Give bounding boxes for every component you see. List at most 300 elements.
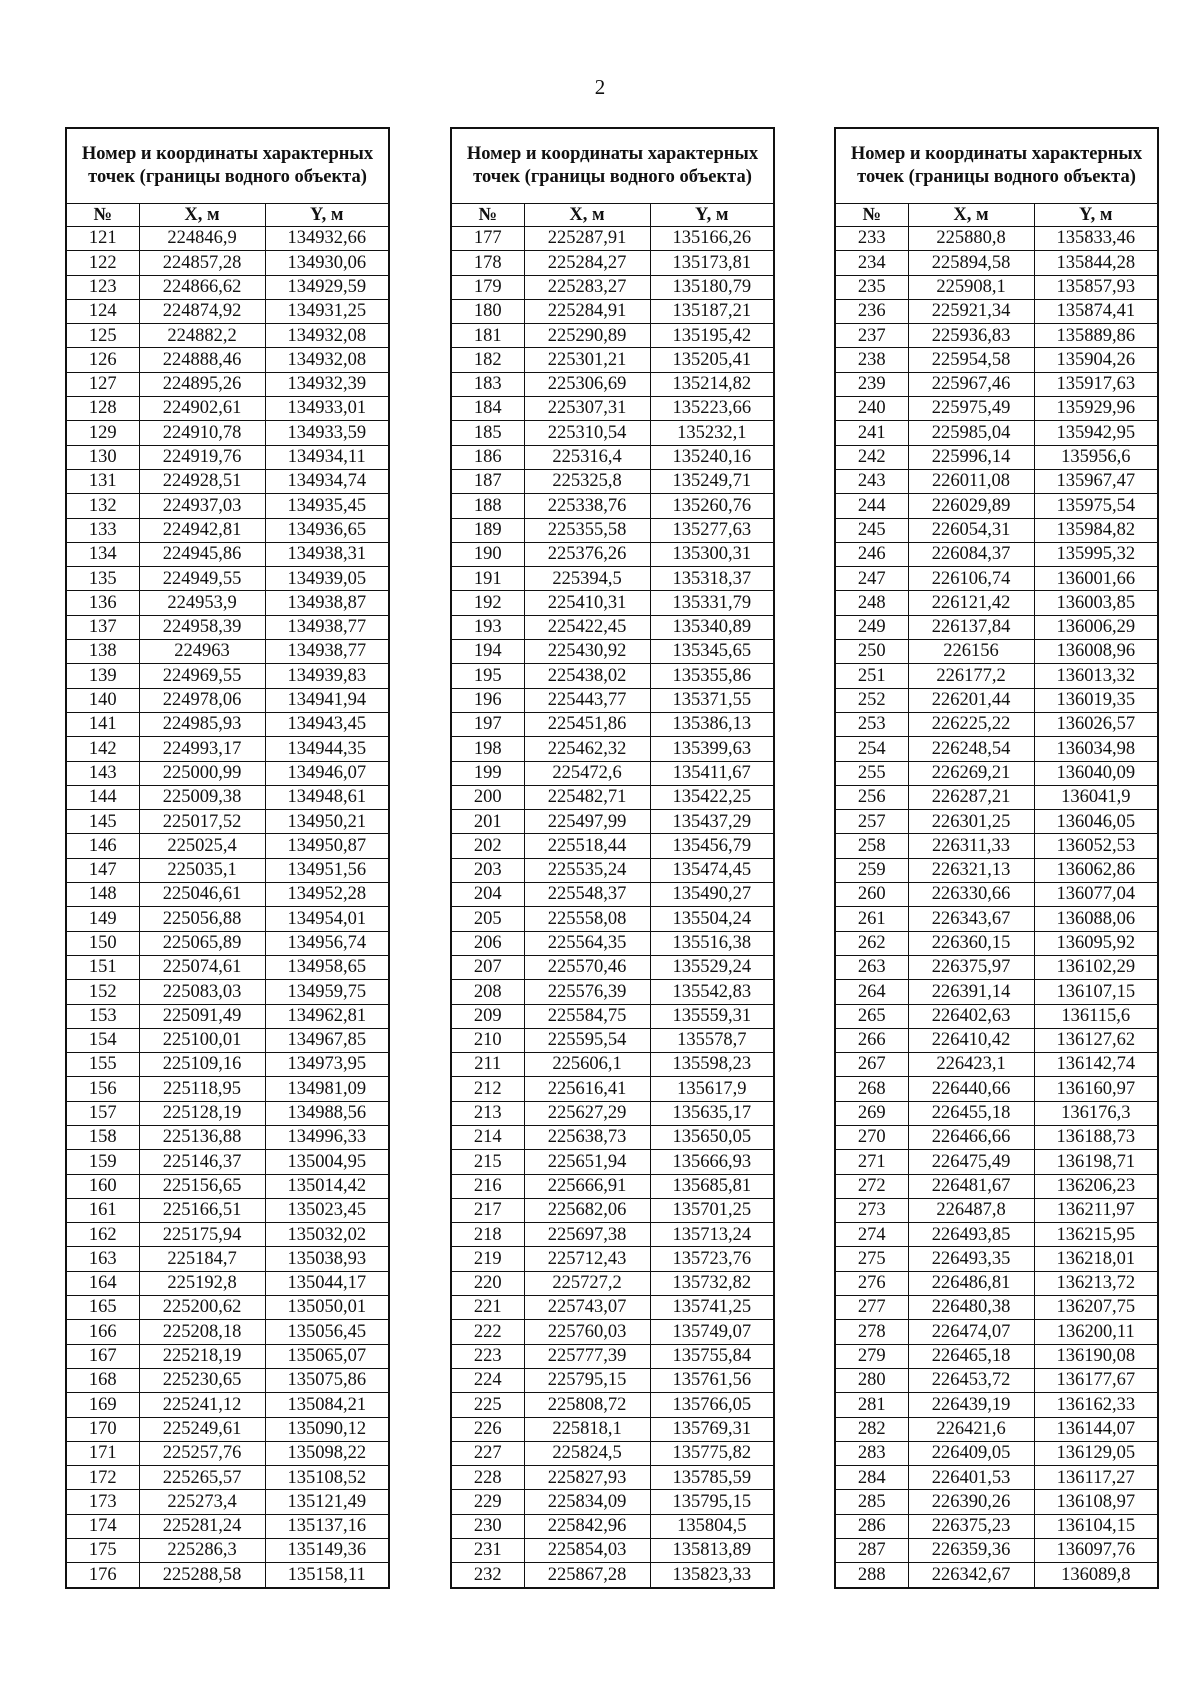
y-coordinate: 135065,07 [265,1344,389,1368]
table-row [451,1441,774,1465]
point-number: 156 [66,1077,139,1101]
y-coordinate: 134932,08 [265,324,389,348]
point-number: 182 [451,348,524,372]
x-coordinate: 226360,15 [908,931,1034,955]
table-row [451,810,774,834]
y-coordinate: 135823,33 [650,1563,774,1588]
x-coordinate: 225570,46 [524,955,650,979]
y-coordinate: 136206,23 [1034,1174,1158,1198]
y-coordinate: 135038,93 [265,1247,389,1271]
x-coordinate: 225854,03 [524,1539,650,1563]
x-coordinate: 225606,1 [524,1053,650,1077]
point-number: 279 [835,1344,908,1368]
y-coordinate: 135121,49 [265,1490,389,1514]
x-coordinate: 225287,91 [524,227,650,251]
x-coordinate: 225472,6 [524,761,650,785]
point-number: 236 [835,299,908,323]
table-row [66,1514,389,1538]
x-coordinate: 225083,03 [139,980,265,1004]
x-coordinate: 226455,18 [908,1101,1034,1125]
table-row [66,324,389,348]
x-coordinate: 224895,26 [139,372,265,396]
table-row [451,1393,774,1417]
y-coordinate: 135158,11 [265,1563,389,1588]
y-coordinate: 136026,57 [1034,712,1158,736]
table-row [451,761,774,785]
table-row [66,907,389,931]
x-coordinate: 224919,76 [139,445,265,469]
x-coordinate: 225558,08 [524,907,650,931]
point-number: 278 [835,1320,908,1344]
x-coordinate: 225908,1 [908,275,1034,299]
x-coordinate: 225046,61 [139,883,265,907]
y-coordinate: 136127,62 [1034,1028,1158,1052]
x-coordinate: 225192,8 [139,1271,265,1295]
x-coordinate: 225009,38 [139,785,265,809]
x-coordinate: 225867,28 [524,1563,650,1588]
point-number: 162 [66,1223,139,1247]
x-coordinate: 225230,65 [139,1368,265,1392]
x-coordinate: 226465,18 [908,1344,1034,1368]
x-coordinate: 226248,54 [908,737,1034,761]
table-row [66,615,389,639]
table-row [66,1296,389,1320]
table-row [451,931,774,955]
x-coordinate: 226409,05 [908,1441,1034,1465]
point-number: 281 [835,1393,908,1417]
table-row [451,591,774,615]
point-number: 157 [66,1101,139,1125]
x-coordinate: 226440,66 [908,1077,1034,1101]
point-number: 203 [451,858,524,882]
y-coordinate: 134938,77 [265,640,389,664]
x-coordinate: 225595,54 [524,1028,650,1052]
y-coordinate: 134956,74 [265,931,389,955]
y-coordinate: 134954,01 [265,907,389,931]
point-number: 163 [66,1247,139,1271]
table-row [835,227,1158,251]
col-header-x: X, м [908,204,1034,227]
x-coordinate: 226121,42 [908,591,1034,615]
point-number: 184 [451,397,524,421]
y-coordinate: 134948,61 [265,785,389,809]
y-coordinate: 135578,7 [650,1028,774,1052]
point-number: 204 [451,883,524,907]
x-coordinate: 225025,4 [139,834,265,858]
y-coordinate: 135205,41 [650,348,774,372]
x-coordinate: 225535,24 [524,858,650,882]
table-row [66,834,389,858]
y-coordinate: 134962,81 [265,1004,389,1028]
table-row [66,1271,389,1295]
y-coordinate: 136013,32 [1034,664,1158,688]
x-coordinate: 225996,14 [908,445,1034,469]
x-coordinate: 225175,94 [139,1223,265,1247]
x-coordinate: 226390,26 [908,1490,1034,1514]
point-number: 229 [451,1490,524,1514]
y-coordinate: 135785,59 [650,1466,774,1490]
point-number: 243 [835,469,908,493]
point-number: 151 [66,955,139,979]
table-row [66,1101,389,1125]
x-coordinate: 224882,2 [139,324,265,348]
x-coordinate: 225290,89 [524,324,650,348]
y-coordinate: 134973,95 [265,1053,389,1077]
point-number: 166 [66,1320,139,1344]
x-coordinate: 225584,75 [524,1004,650,1028]
point-number: 273 [835,1198,908,1222]
x-coordinate: 225697,38 [524,1223,650,1247]
y-coordinate: 136104,15 [1034,1514,1158,1538]
point-number: 249 [835,615,908,639]
y-coordinate: 134933,01 [265,397,389,421]
point-number: 149 [66,907,139,931]
y-coordinate: 135723,76 [650,1247,774,1271]
point-number: 267 [835,1053,908,1077]
table-row [835,251,1158,275]
y-coordinate: 135804,5 [650,1514,774,1538]
y-coordinate: 134930,06 [265,251,389,275]
x-coordinate: 225894,58 [908,251,1034,275]
x-coordinate: 225208,18 [139,1320,265,1344]
table-row [451,1466,774,1490]
y-coordinate: 136095,92 [1034,931,1158,955]
x-coordinate: 224937,03 [139,494,265,518]
point-number: 239 [835,372,908,396]
y-coordinate: 135166,26 [650,227,774,251]
x-coordinate: 226343,67 [908,907,1034,931]
y-coordinate: 136034,98 [1034,737,1158,761]
point-number: 191 [451,567,524,591]
table-row [66,1174,389,1198]
y-coordinate: 135749,07 [650,1320,774,1344]
col-header-x: X, м [524,204,650,227]
point-number: 205 [451,907,524,931]
x-coordinate: 225284,27 [524,251,650,275]
point-number: 139 [66,664,139,688]
point-number: 214 [451,1125,524,1149]
table-row [835,615,1158,639]
page-number: 2 [594,75,606,99]
x-coordinate: 224942,81 [139,518,265,542]
table-row [451,494,774,518]
y-coordinate: 135180,79 [650,275,774,299]
y-coordinate: 134996,33 [265,1125,389,1149]
point-number: 231 [451,1539,524,1563]
table-row [835,664,1158,688]
table-row [835,737,1158,761]
table-row [835,931,1158,955]
point-number: 219 [451,1247,524,1271]
x-coordinate: 225146,37 [139,1150,265,1174]
y-coordinate: 136144,07 [1034,1417,1158,1441]
x-coordinate: 226225,22 [908,712,1034,736]
point-number: 130 [66,445,139,469]
x-coordinate: 226084,37 [908,542,1034,566]
x-coordinate: 225967,46 [908,372,1034,396]
x-coordinate: 225727,2 [524,1271,650,1295]
table-row [835,712,1158,736]
x-coordinate: 226475,49 [908,1150,1034,1174]
table-row [451,1004,774,1028]
x-coordinate: 226269,21 [908,761,1034,785]
table-caption: Номер и координаты характерных точек (границы водного объекта) [835,128,1158,204]
y-coordinate: 135917,63 [1034,372,1158,396]
point-number: 255 [835,761,908,785]
point-number: 242 [835,445,908,469]
table-row [66,421,389,445]
x-coordinate: 224953,9 [139,591,265,615]
table-row [451,1320,774,1344]
table-row [451,445,774,469]
point-number: 227 [451,1441,524,1465]
y-coordinate: 135984,82 [1034,518,1158,542]
x-coordinate: 225410,31 [524,591,650,615]
y-coordinate: 135685,81 [650,1174,774,1198]
x-coordinate: 226137,84 [908,615,1034,639]
x-coordinate: 226301,25 [908,810,1034,834]
x-coordinate: 225834,09 [524,1490,650,1514]
point-number: 125 [66,324,139,348]
point-number: 164 [66,1271,139,1295]
point-number: 261 [835,907,908,931]
point-number: 199 [451,761,524,785]
y-coordinate: 135004,95 [265,1150,389,1174]
y-coordinate: 135516,38 [650,931,774,955]
y-coordinate: 135761,56 [650,1368,774,1392]
y-coordinate: 134950,87 [265,834,389,858]
point-number: 228 [451,1466,524,1490]
x-coordinate: 225777,39 [524,1344,650,1368]
table-row [451,834,774,858]
table-row [451,1247,774,1271]
y-coordinate: 134988,56 [265,1101,389,1125]
point-number: 284 [835,1466,908,1490]
y-coordinate: 136046,05 [1034,810,1158,834]
point-number: 280 [835,1368,908,1392]
table-row [835,1441,1158,1465]
table-row [451,397,774,421]
table-row [451,1077,774,1101]
x-coordinate: 225307,31 [524,397,650,421]
table-row [835,372,1158,396]
point-number: 198 [451,737,524,761]
x-coordinate: 226311,33 [908,834,1034,858]
x-coordinate: 225065,89 [139,931,265,955]
coordinates-table-3 [834,127,1159,1589]
x-coordinate: 226342,67 [908,1563,1034,1588]
table-caption: Номер и координаты характерных точек (границы водного объекта) [66,128,389,204]
y-coordinate: 134935,45 [265,494,389,518]
y-coordinate: 135044,17 [265,1271,389,1295]
table-row [66,397,389,421]
point-number: 256 [835,785,908,809]
table-row [66,1247,389,1271]
point-number: 260 [835,883,908,907]
point-number: 176 [66,1563,139,1588]
table-row [66,542,389,566]
point-number: 131 [66,469,139,493]
y-coordinate: 134951,56 [265,858,389,882]
point-number: 232 [451,1563,524,1588]
point-number: 134 [66,542,139,566]
y-coordinate: 134936,65 [265,518,389,542]
point-number: 230 [451,1514,524,1538]
point-number: 126 [66,348,139,372]
point-number: 222 [451,1320,524,1344]
table-row [66,1004,389,1028]
point-number: 226 [451,1417,524,1441]
x-coordinate: 225548,37 [524,883,650,907]
point-number: 266 [835,1028,908,1052]
y-coordinate: 136006,29 [1034,615,1158,639]
y-coordinate: 134943,45 [265,712,389,736]
x-coordinate: 226330,66 [908,883,1034,907]
y-coordinate: 134958,65 [265,955,389,979]
x-coordinate: 226287,21 [908,785,1034,809]
x-coordinate: 226410,42 [908,1028,1034,1052]
point-number: 155 [66,1053,139,1077]
point-number: 223 [451,1344,524,1368]
y-coordinate: 136052,53 [1034,834,1158,858]
table-row [66,883,389,907]
y-coordinate: 135173,81 [650,251,774,275]
y-coordinate: 135813,89 [650,1539,774,1563]
x-coordinate: 224958,39 [139,615,265,639]
point-number: 275 [835,1247,908,1271]
x-coordinate: 225438,02 [524,664,650,688]
x-coordinate: 225682,06 [524,1198,650,1222]
x-coordinate: 225017,52 [139,810,265,834]
col-header-y: Y, м [1034,204,1158,227]
point-number: 225 [451,1393,524,1417]
table-row [835,980,1158,1004]
table-row [835,1490,1158,1514]
x-coordinate: 225818,1 [524,1417,650,1441]
table-row [835,1198,1158,1222]
point-number: 135 [66,567,139,591]
y-coordinate: 135666,93 [650,1150,774,1174]
x-coordinate: 224993,17 [139,737,265,761]
y-coordinate: 135713,24 [650,1223,774,1247]
table-row [835,469,1158,493]
table-row [451,883,774,907]
y-coordinate: 135775,82 [650,1441,774,1465]
x-coordinate: 225518,44 [524,834,650,858]
point-number: 287 [835,1539,908,1563]
y-coordinate: 136040,09 [1034,761,1158,785]
table-row [451,640,774,664]
y-coordinate: 136200,11 [1034,1320,1158,1344]
point-number: 194 [451,640,524,664]
table-row [66,785,389,809]
y-coordinate: 135345,65 [650,640,774,664]
table-row [835,1320,1158,1344]
x-coordinate: 225056,88 [139,907,265,931]
x-coordinate: 226480,38 [908,1296,1034,1320]
x-coordinate: 226177,2 [908,664,1034,688]
table-row [66,1368,389,1392]
x-coordinate: 225283,27 [524,275,650,299]
x-coordinate: 225394,5 [524,567,650,591]
table-row [451,348,774,372]
y-coordinate: 135741,25 [650,1296,774,1320]
y-coordinate: 134938,87 [265,591,389,615]
y-coordinate: 136213,72 [1034,1271,1158,1295]
point-number: 154 [66,1028,139,1052]
y-coordinate: 136089,8 [1034,1563,1158,1588]
x-coordinate: 225109,16 [139,1053,265,1077]
x-coordinate: 225100,01 [139,1028,265,1052]
table-row [835,1393,1158,1417]
table-row [451,518,774,542]
y-coordinate: 136077,04 [1034,883,1158,907]
table-row [835,688,1158,712]
y-coordinate: 135240,16 [650,445,774,469]
table-row [835,1368,1158,1392]
x-coordinate: 224866,62 [139,275,265,299]
table-row [451,1028,774,1052]
x-coordinate: 225638,73 [524,1125,650,1149]
table-row [835,542,1158,566]
table-row [835,299,1158,323]
point-number: 264 [835,980,908,1004]
y-coordinate: 134932,66 [265,227,389,251]
coordinates-table-1 [65,127,390,1589]
y-coordinate: 134939,83 [265,664,389,688]
point-number: 133 [66,518,139,542]
table-row [66,348,389,372]
x-coordinate: 226359,36 [908,1539,1034,1563]
table-row [835,1174,1158,1198]
point-number: 234 [835,251,908,275]
point-number: 144 [66,785,139,809]
y-coordinate: 136177,67 [1034,1368,1158,1392]
table-row [451,1271,774,1295]
x-coordinate: 225000,99 [139,761,265,785]
x-coordinate: 225218,19 [139,1344,265,1368]
table-row [66,567,389,591]
y-coordinate: 134932,39 [265,372,389,396]
y-coordinate: 134932,08 [265,348,389,372]
y-coordinate: 135833,46 [1034,227,1158,251]
table-row [451,980,774,1004]
x-coordinate: 225921,34 [908,299,1034,323]
y-coordinate: 136108,97 [1034,1490,1158,1514]
table-row [835,494,1158,518]
point-number: 192 [451,591,524,615]
point-number: 147 [66,858,139,882]
point-number: 123 [66,275,139,299]
table-row [66,518,389,542]
x-coordinate: 225975,49 [908,397,1034,421]
x-coordinate: 225462,32 [524,737,650,761]
y-coordinate: 135050,01 [265,1296,389,1320]
point-number: 220 [451,1271,524,1295]
x-coordinate: 225316,4 [524,445,650,469]
table-row [66,1539,389,1563]
col-header-y: Y, м [265,204,389,227]
table-row [451,567,774,591]
point-number: 283 [835,1441,908,1465]
table-row [66,1417,389,1441]
x-coordinate: 224978,06 [139,688,265,712]
x-coordinate: 225936,83 [908,324,1034,348]
point-number: 248 [835,591,908,615]
y-coordinate: 136019,35 [1034,688,1158,712]
table-row [66,931,389,955]
x-coordinate: 225286,3 [139,1539,265,1563]
